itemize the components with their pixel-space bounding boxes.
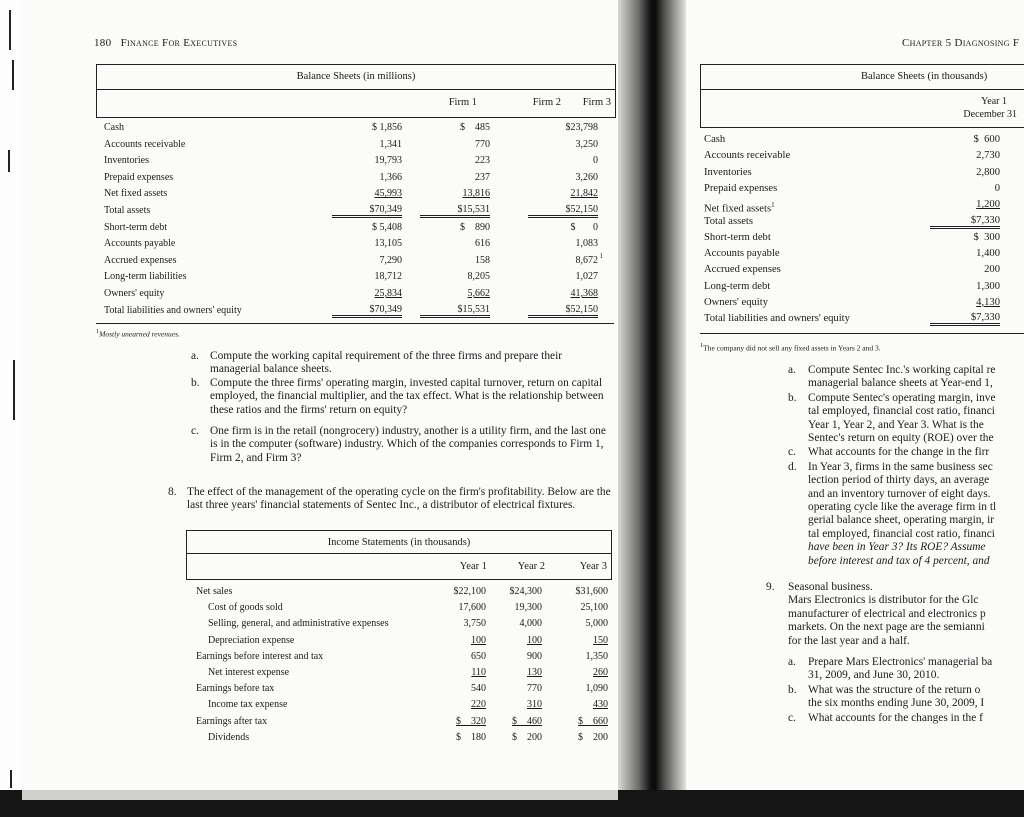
table1-cell: 7,290 <box>379 254 402 266</box>
table3-row-label: Prepaid expenses <box>704 182 778 194</box>
footnote-marker: 1 <box>96 328 100 335</box>
table3-caption: Balance Sheets (in thousands) <box>861 71 988 82</box>
table1-header-box <box>96 64 616 118</box>
table1-cell: 237 <box>475 171 490 183</box>
right-item-letter: c. <box>788 711 796 724</box>
table2-cell: $ 660 <box>578 715 608 727</box>
table3-cell: 4,130 <box>976 297 1000 308</box>
table2-cell: 1,090 <box>585 683 608 695</box>
right-item-line: What accounts for the change in the firr <box>808 446 990 459</box>
table3-row-label: Accrued expenses <box>704 264 781 276</box>
q7-b-letter: b. <box>191 377 200 389</box>
right-item-line: the six months ending June 30, 2009, I <box>808 697 985 710</box>
table3-bottom-rule <box>700 333 1024 334</box>
table3-row-label: Owners' equity <box>704 297 768 308</box>
table1-row-label: Owners' equity <box>104 288 165 299</box>
table3-cell: 200 <box>984 264 1000 276</box>
table2-cell: $ 180 <box>456 731 486 743</box>
table2-cell: 25,100 <box>580 602 608 614</box>
table3-row-label: Short-term debt <box>704 231 771 243</box>
table3-body <box>704 134 1004 330</box>
table1-cell: $ 1,856 <box>372 122 402 133</box>
table1-cell: 1,341 <box>379 138 402 150</box>
right-item-line: and an inventory turnover of eight days. <box>808 487 991 500</box>
table2-cell: $24,300 <box>509 586 542 597</box>
table1-row-label: Accounts receivable <box>104 138 186 150</box>
right-item-line: Compute Sentec's operating margin, inve <box>808 391 996 404</box>
table1-col-firm3: Firm 3 <box>582 97 611 108</box>
right-item-line: have been in Year 3? Its ROE? Assume <box>808 541 986 554</box>
right-item-line: Prepare Mars Electronics' managerial ba <box>808 656 993 668</box>
table2-row-label: Earnings before interest and tax <box>196 650 324 662</box>
table3-cell: 2,730 <box>976 150 1000 162</box>
table1-cell: 1,366 <box>379 171 402 183</box>
footnote-marker-right: 1 <box>700 342 704 349</box>
table2-row-label: Earnings before tax <box>196 683 275 695</box>
right-item-line: gerial balance sheet, operating margin, ir <box>808 514 995 527</box>
table2-cell: 260 <box>593 667 608 678</box>
table1-cell: $ 0 <box>570 221 598 233</box>
table2-row-label: Dividends <box>208 731 250 743</box>
q7-c-text: One firm is in the retail (nongrocery) industry, another is a utility firm, and the last one is in the computer (software) industry. Which of the companies corresponds to Firm 1, Firm 2, and Firm 3? <box>210 425 606 464</box>
table2-cell: 100 <box>471 634 486 646</box>
table3-row-label: Cash <box>704 134 726 145</box>
table1-cell: 3,260 <box>575 171 598 183</box>
right-item-line: What accounts for the changes in the f <box>808 711 983 724</box>
table3-caption-rule <box>701 89 1024 90</box>
table2-cell: 430 <box>593 699 608 711</box>
table3-row-label: Net fixed assets$^1$ <box>704 201 775 215</box>
table1-cell: 19,793 <box>374 155 402 167</box>
table3-row-label: Total assets <box>704 215 753 227</box>
q8-title: The effect of the management of the operating cycle on the firm's profitability. <box>187 486 545 498</box>
table1-cell: 616 <box>475 238 490 250</box>
table2-cell: 1,350 <box>585 650 608 662</box>
table2-row-label: Selling, general, and administrative expenses <box>208 618 389 630</box>
book-gutter <box>618 0 686 817</box>
q9-line: for the last year and a half. <box>788 634 910 647</box>
right-item-line: Year 1, Year 2, and Year 3. What is the <box>808 418 984 431</box>
table1-cell: $ 5,408 <box>372 221 402 233</box>
table1-row-label: Short-term debt <box>104 221 168 233</box>
q8-number: 8. <box>168 486 177 498</box>
right-item-line: Sentec's return on equity (ROE) over the <box>808 432 994 444</box>
q7-c-letter: c. <box>191 425 199 437</box>
table2-col-year2: Year 2 <box>517 561 545 572</box>
table1-cell: 5,662 <box>467 288 490 299</box>
table1-row-label: Net fixed assets <box>104 188 168 200</box>
table2-cell: 150 <box>593 634 608 646</box>
scan-left-margin <box>0 0 23 817</box>
table3-footnote-text: The company did not sell any fixed assets in Years 2 and 3. <box>703 343 881 353</box>
table1-cell: 18,712 <box>374 271 402 283</box>
right-item-letter: a. <box>788 656 796 668</box>
table2-row-label: Depreciation expense <box>208 634 295 646</box>
q9-number: 9. <box>766 581 775 593</box>
table1-cell: 41,368 <box>570 288 598 299</box>
table3-sup: 1 <box>771 201 775 210</box>
table1-cell: 3,250 <box>575 138 598 150</box>
right-item-line: lection period of thirty days, an average <box>808 474 990 487</box>
table1-row-label: Total assets <box>104 205 151 216</box>
running-head-left: Finance For Executives <box>120 37 238 49</box>
table3-cell: $7,330 <box>930 216 1000 229</box>
table1-row-label: Long-term liabilities <box>104 271 187 283</box>
table2-cell: 3,750 <box>463 618 486 630</box>
table1-cell: 1,083 <box>575 238 598 250</box>
table2-header-box <box>186 530 612 580</box>
table1-cell: 21,842 <box>570 188 598 200</box>
table3-row-label: Long-term debt <box>704 280 771 292</box>
table3-row-label: Inventories <box>704 166 752 178</box>
table2-cell: 310 <box>527 699 542 711</box>
right-item-letter: d. <box>788 460 797 473</box>
table2-cell: 540 <box>471 683 486 695</box>
table2-col-year1: Year 1 <box>459 561 487 572</box>
table3-footnote <box>700 342 881 353</box>
table2-cell: 650 <box>471 650 486 662</box>
table2-col-year3: Year 3 <box>579 561 607 572</box>
table3-col-date: December 31 <box>963 109 1017 120</box>
table1-caption-rule <box>97 89 615 90</box>
table2-row-label: Net interest expense <box>208 667 290 678</box>
table2-cell: $ 320 <box>456 715 486 727</box>
table2-cell: 130 <box>527 667 542 678</box>
table1-cell: 0 <box>593 155 598 167</box>
q7-a-letter: a. <box>191 350 199 362</box>
table3-cell: 1,200 <box>976 199 1000 211</box>
table1-row-label: Cash <box>104 122 124 133</box>
right-item-line: operating cycle like the average firm in tl <box>808 501 997 513</box>
table3-cell: 1,300 <box>976 280 1000 292</box>
right-item-letter: b. <box>788 391 797 404</box>
table1-caption: Balance Sheets (in millions) <box>296 71 416 82</box>
table1-col-firm1: Firm 1 <box>448 97 477 108</box>
right-questions <box>760 364 1024 784</box>
right-item-letter: b. <box>788 683 797 696</box>
table1-footnote-text: Mostly unearned revenues. <box>99 329 180 339</box>
q8-body <box>187 486 615 513</box>
table2-cell: $ 200 <box>512 731 542 743</box>
right-item-line: before interest and tax of 4 percent, and <box>808 554 990 567</box>
right-item-line: Compute Sentec Inc.'s working capital re <box>808 364 996 376</box>
right-item-line: 31, 2009, and June 30, 2010. <box>808 669 940 682</box>
table1-cell: 25,834 <box>374 288 402 299</box>
table2-caption: Income Statements (in thousands) <box>327 537 471 548</box>
table2-cell: 220 <box>471 699 486 711</box>
table1-cell: $23,798 <box>565 122 598 133</box>
table1-cell: $52,150 <box>528 205 598 218</box>
table2-row-label: Cost of goods sold <box>208 602 283 614</box>
table1-row-label: Prepaid expenses <box>104 171 174 183</box>
table2-body <box>196 586 612 756</box>
table2-cell: $ 200 <box>578 731 608 743</box>
table1-cell: 223 <box>475 155 490 167</box>
table2-cell: $31,600 <box>575 586 608 597</box>
table2-caption-rule <box>187 553 611 554</box>
table1-cell: $ 890 <box>460 221 490 233</box>
table3-header-box <box>700 64 1024 128</box>
table2-row-label: Net sales <box>196 586 233 597</box>
table2-cell: 4,000 <box>519 618 542 630</box>
table1-cell: 8,205 <box>467 271 490 283</box>
right-item-line: managerial balance sheets at Year-end 1, <box>808 377 993 390</box>
table2-cell: 5,000 <box>585 618 608 630</box>
table1-cell: 770 <box>475 138 490 150</box>
table1-row-label: Total liabilities and owners' equity <box>104 304 242 316</box>
table1-row-label: Inventories <box>104 155 149 167</box>
table1-cell: 8,672 1 <box>575 251 603 266</box>
table1-cell: 158 <box>475 254 490 266</box>
table1-cell: $70,349 <box>332 205 402 218</box>
right-item-letter: a. <box>788 364 796 376</box>
table1-col-firm2: Firm 2 <box>532 97 561 108</box>
right-item-line: tal employed, financial cost ratio, financi <box>808 405 995 418</box>
table2-row-label: Earnings after tax <box>196 715 268 727</box>
table1-cell: $52,150 <box>528 305 598 318</box>
right-item-line: tal employed, financial cost ratio, financi <box>808 527 995 540</box>
table1-sup: 1 <box>599 251 603 260</box>
table2-row-label: Income tax expense <box>208 699 288 711</box>
table1-body <box>104 122 614 322</box>
table1-row-label: Accounts payable <box>104 238 176 250</box>
q9-line: Mars Electronics is distributor for the Glc <box>788 594 979 607</box>
table1-row-label: Accrued expenses <box>104 254 177 266</box>
table2-cell: 770 <box>527 683 542 695</box>
right-item-letter: c. <box>788 446 796 459</box>
table3-row-label: Accounts payable <box>704 248 780 260</box>
scan-bottom-strip <box>22 790 618 800</box>
table1-cell: 45,993 <box>374 188 402 200</box>
table1-cell: $15,531 <box>420 205 490 218</box>
table1-cell: $70,349 <box>332 305 402 318</box>
q9-line: manufacturer of electrical and electronics p <box>788 607 986 620</box>
table3-row-label: Accounts receivable <box>704 150 791 162</box>
right-item-line: In Year 3, firms in the same business sec <box>808 460 993 473</box>
table3-cell: $7,330 <box>930 313 1000 326</box>
q9-line: markets. On the next page are the semianni <box>788 621 985 634</box>
running-head-right: Chapter 5 Diagnosing F <box>902 37 1020 49</box>
table3-cell: $ 600 <box>973 134 1000 145</box>
table2-cell: 19,300 <box>514 602 542 614</box>
q7-a-text: Compute the working capital requirement of the three firms and prepare their managerial balance sheets. <box>210 350 563 376</box>
table1-bottom-rule <box>96 323 614 324</box>
table3-cell: 0 <box>994 182 1000 194</box>
table1-cell: 13,105 <box>374 238 402 250</box>
table2-cell: 110 <box>471 667 486 678</box>
q7-b-text: Compute the three firms' operating margin, invested capital turnover, return on capital employed, the financial multiplier, and the tax effect. What is the relationship between these ratios and the firms' return on equity? <box>210 377 604 416</box>
q8-text: Below are the last three years' financial statements of Sentec Inc., a distributor of electrical fixtures. <box>187 486 611 512</box>
table2-cell: 17,600 <box>458 602 486 614</box>
table2-cell: $ 460 <box>512 715 542 727</box>
table1-cell: 1,027 <box>575 271 598 283</box>
table3-cell: 2,800 <box>976 166 1000 178</box>
table3-col-year1: Year 1 <box>981 96 1007 107</box>
table3-cell: $ 300 <box>973 231 1000 243</box>
table2-cell: 900 <box>527 650 542 662</box>
right-item-line: What was the structure of the return o <box>808 683 981 696</box>
table2-cell: 100 <box>527 634 542 646</box>
table1-footnote <box>96 328 180 339</box>
table3-cell: 1,400 <box>976 248 1000 260</box>
table2-cell: $22,100 <box>453 586 486 597</box>
table1-cell: 13,816 <box>462 188 490 200</box>
table1-cell: $ 485 <box>460 122 490 133</box>
page-number: 180 <box>94 37 112 49</box>
q9-title: Seasonal business. <box>788 581 873 593</box>
table1-cell: $15,531 <box>420 305 490 318</box>
left-page-header <box>94 37 237 49</box>
table3-row-label: Total liabilities and owners' equity <box>704 313 850 325</box>
